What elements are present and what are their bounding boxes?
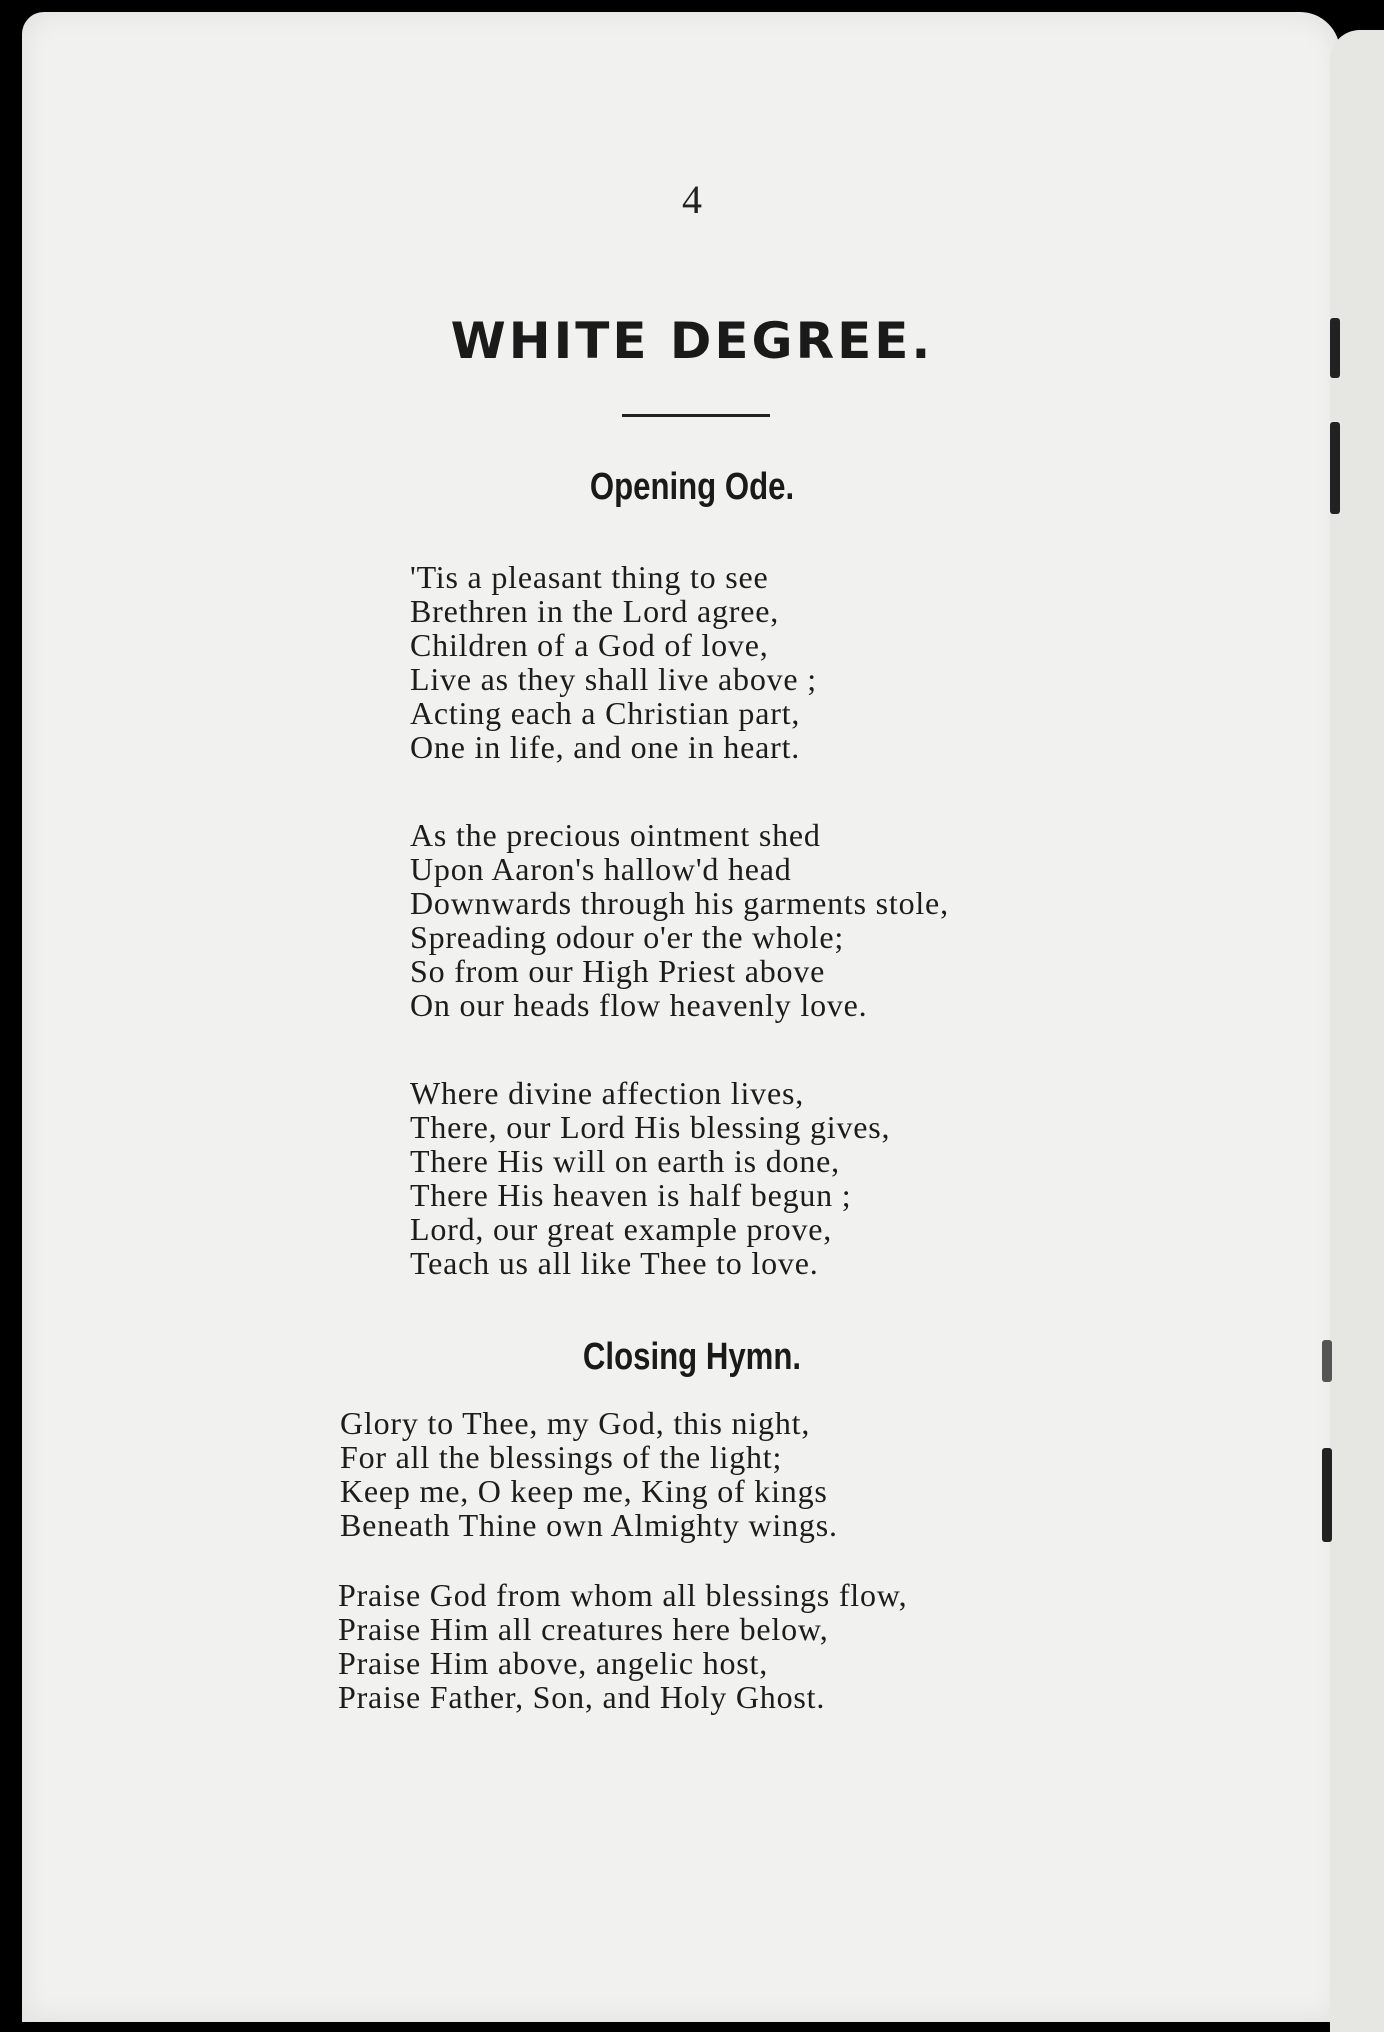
verse-line: Praise Father, Son, and Holy Ghost.: [338, 1679, 826, 1715]
opening-ode-stanza-3: [410, 1076, 890, 1280]
verse-line: Glory to Thee, my God, this night,: [340, 1405, 811, 1441]
verse-line: Spreading odour o'er the whole;: [410, 919, 845, 955]
verse-line: Brethren in the Lord agree,: [410, 593, 780, 629]
binding-mark: [1330, 422, 1340, 514]
binding-mark: [1322, 1340, 1332, 1382]
verse-line: 'Tis a pleasant thing to see: [410, 559, 769, 595]
verse-line: For all the blessings of the light;: [340, 1439, 783, 1475]
title-divider: [622, 414, 770, 417]
opening-ode-heading: Opening Ode.: [589, 466, 795, 508]
closing-hymn-heading: Closing Hymn.: [582, 1336, 802, 1378]
closing-hymn-stanza-1: [340, 1406, 838, 1542]
verse-line: As the precious ointment shed: [410, 817, 821, 853]
verse-line: Teach us all like Thee to love.: [410, 1245, 819, 1281]
verse-line: On our heads flow heavenly love.: [410, 987, 868, 1023]
verse-line: Where divine affection lives,: [410, 1075, 805, 1111]
binding-mark: [1322, 1448, 1332, 1542]
verse-line: Praise Him above, angelic host,: [338, 1645, 769, 1681]
verse-line: Children of a God of love,: [410, 627, 769, 663]
page-number: 4: [682, 177, 702, 222]
verse-line: One in life, and one in heart.: [410, 729, 801, 765]
verse-line: Lord, our great example prove,: [410, 1211, 833, 1247]
verse-line: There, our Lord His blessing gives,: [410, 1109, 891, 1145]
closing-hymn-stanza-2: [338, 1578, 907, 1714]
opening-ode-stanza-2: [410, 818, 949, 1022]
verse-line: Upon Aaron's hallow'd head: [410, 851, 792, 887]
verse-line: Beneath Thine own Almighty wings.: [340, 1507, 838, 1543]
verse-line: Downwards through his garments stole,: [410, 885, 949, 921]
verse-line: There His will on earth is done,: [410, 1143, 840, 1179]
verse-line: Keep me, O keep me, King of kings: [340, 1473, 828, 1509]
verse-line: So from our High Priest above: [410, 953, 826, 989]
verse-line: Acting each a Christian part,: [410, 695, 801, 731]
page-title: WHITE DEGREE.: [450, 312, 934, 370]
verse-line: Live as they shall live above ;: [410, 661, 817, 697]
opening-ode-stanza-1: [410, 560, 817, 764]
verse-line: Praise Him all creatures here below,: [338, 1611, 829, 1647]
verse-line: There His heaven is half begun ;: [410, 1177, 852, 1213]
verse-line: Praise God from whom all blessings flow,: [338, 1577, 908, 1613]
